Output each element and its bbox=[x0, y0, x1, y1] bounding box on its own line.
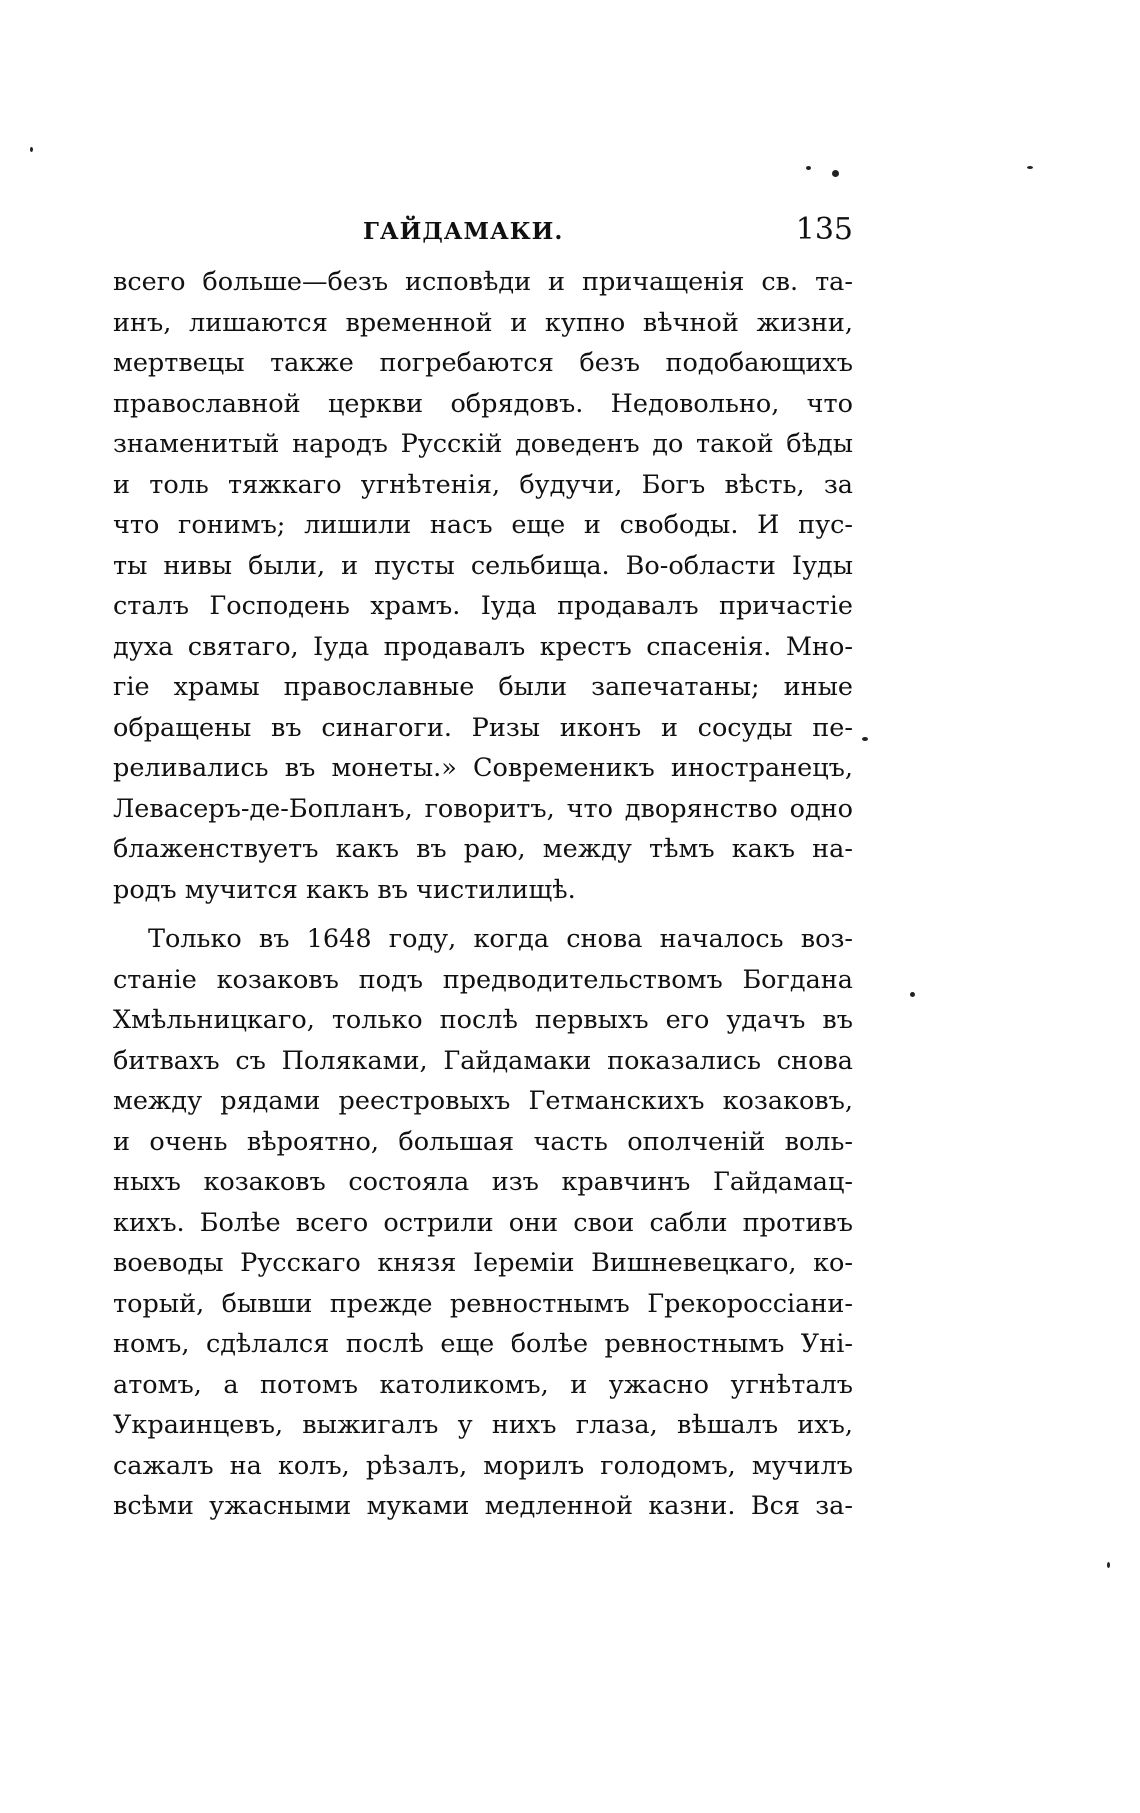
text-line: родъ мучится какъ въ чистилищѣ. bbox=[113, 874, 576, 905]
text-line: всѣми ужасными муками медленной казни. Вся за- bbox=[113, 1491, 853, 1521]
paragraph bbox=[113, 262, 853, 910]
ink-speck bbox=[806, 166, 811, 170]
text-line: ныхъ козаковъ состояла изъ кравчинъ Гайдамац- bbox=[113, 1167, 853, 1197]
text-line: кихъ. Болѣе всего острили они свои сабли противъ bbox=[113, 1207, 853, 1238]
ink-speck bbox=[862, 737, 868, 741]
text-line: инъ, лишаются временной и купно вѣчной жизни, bbox=[113, 307, 853, 338]
running-title: ГАЙДАМАКИ. bbox=[363, 218, 564, 245]
body-text bbox=[113, 262, 853, 1527]
ink-speck bbox=[1027, 166, 1033, 169]
text-line: Хмѣльницкаго, только послѣ первыхъ его удачъ въ bbox=[113, 1005, 853, 1035]
page-header bbox=[113, 212, 853, 252]
text-line: Только въ 1648 году, когда снова началось воз- bbox=[148, 924, 853, 954]
text-line: воеводы Русскаго князя Іеремiи Вишневецкаго, ко- bbox=[113, 1248, 853, 1278]
text-line: и очень вѣроятно, большая часть ополченій воль- bbox=[113, 1126, 853, 1157]
page-number: 135 bbox=[795, 212, 853, 247]
text-line: православной церкви обрядовъ. Недовольно, что bbox=[113, 388, 853, 419]
text-line: знаменитый народъ Русскій доведенъ до такой бѣды bbox=[113, 429, 853, 459]
text-line: сталъ Господень храмъ. Іуда продавалъ причастіе bbox=[113, 591, 853, 621]
text-line: что гонимъ; лишили насъ еще и свободы. И пус- bbox=[113, 510, 853, 540]
text-line: сажалъ на колъ, рѣзалъ, морилъ голодомъ, мучилъ bbox=[113, 1450, 853, 1481]
ink-speck bbox=[30, 147, 33, 152]
text-line: обращены въ синагоги. Ризы иконъ и сосуды пе- bbox=[113, 712, 853, 743]
text-line: атомъ, а потомъ католикомъ, и ужасно угнѣталъ bbox=[113, 1369, 853, 1400]
text-line: гіе храмы православные были запечатаны; иные bbox=[113, 672, 853, 702]
text-line: Украинцевъ, выжигалъ у нихъ глаза, вѣшалъ ихъ, bbox=[113, 1410, 853, 1440]
ink-speck bbox=[910, 992, 915, 997]
ink-speck bbox=[1107, 1562, 1110, 1568]
text-line: между рядами реестровыхъ Гетманскихъ козаковъ, bbox=[113, 1086, 853, 1116]
text-line: битвахъ съ Поляками, Гайдамаки показались снова bbox=[113, 1045, 853, 1076]
text-line: духа святаго, Іуда продавалъ крестъ спасенія. Мно- bbox=[113, 631, 853, 662]
text-line: мертвецы также погребаются безъ подобающихъ bbox=[113, 348, 853, 378]
paragraph-gap bbox=[113, 910, 853, 919]
text-line: номъ, сдѣлался послѣ еще болѣе ревностнымъ Уні- bbox=[113, 1329, 853, 1359]
text-line: Левасеръ-де-Бопланъ, говоритъ, что дворянство одно bbox=[113, 793, 853, 824]
ink-speck bbox=[832, 170, 839, 177]
text-line: и толь тяжкаго угнѣтенія, будучи, Богъ вѣсть, за bbox=[113, 469, 853, 500]
paragraph bbox=[113, 919, 853, 1527]
text-line: всего больше—безъ исповѣди и причащенія св. та- bbox=[113, 267, 853, 297]
text-line: торый, бывши прежде ревностнымъ Грекороссіани- bbox=[113, 1288, 853, 1319]
text-line: блаженствуетъ какъ въ раю, между тѣмъ какъ на- bbox=[113, 834, 853, 864]
text-line: ты нивы были, и пусты сельбища. Во-области Іуды bbox=[113, 550, 853, 581]
text-line: реливались въ монеты.» Современикъ иностранецъ, bbox=[113, 753, 853, 783]
text-line: станіе козаковъ подъ предводительствомъ Богдана bbox=[113, 964, 853, 995]
